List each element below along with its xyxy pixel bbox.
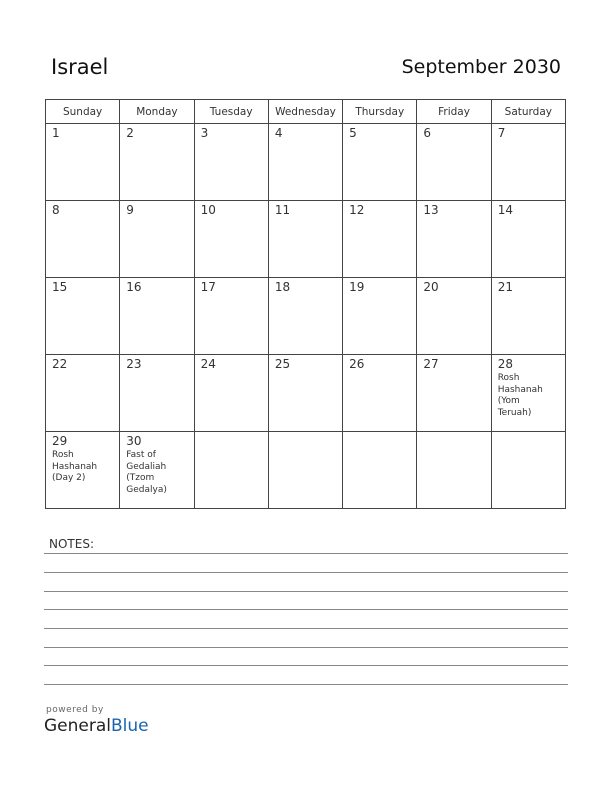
day-number: 9 xyxy=(126,203,134,217)
day-number: 28 xyxy=(497,357,513,371)
day-number: 21 xyxy=(497,280,513,294)
day-number: 1 xyxy=(52,126,60,140)
day-number: 13 xyxy=(423,203,439,217)
day-cell xyxy=(194,432,268,509)
day-cell xyxy=(268,278,342,355)
week-row xyxy=(46,124,566,201)
day-number: 10 xyxy=(200,203,216,217)
notes-line xyxy=(44,684,568,685)
day-cell xyxy=(268,124,342,201)
day-cell xyxy=(491,432,565,509)
month-title: September 2030 xyxy=(401,56,561,78)
day-number: 23 xyxy=(126,357,142,371)
day-cell xyxy=(491,201,565,278)
brand-general-text: General xyxy=(44,716,111,736)
day-number: 25 xyxy=(274,357,291,371)
week-row xyxy=(46,432,566,509)
day-cell xyxy=(417,201,491,278)
day-number: 26 xyxy=(349,357,365,371)
notes-line xyxy=(44,609,568,610)
day-number: 18 xyxy=(274,280,291,294)
day-cell xyxy=(343,278,417,355)
notes-line xyxy=(44,628,568,629)
day-number: 11 xyxy=(274,203,291,217)
day-cell xyxy=(194,201,268,278)
day-cell xyxy=(417,432,491,509)
day-cell xyxy=(120,278,194,355)
day-cell xyxy=(268,355,342,432)
day-cell xyxy=(120,201,194,278)
day-number: 5 xyxy=(349,126,357,140)
notes-line xyxy=(44,647,568,648)
weekday-thursday: Thursday xyxy=(343,100,417,124)
day-number: 14 xyxy=(497,203,513,217)
day-cell xyxy=(46,201,120,278)
day-cell xyxy=(194,355,268,432)
weekday-saturday: Saturday xyxy=(491,100,565,124)
day-cell xyxy=(343,201,417,278)
day-cell xyxy=(491,278,565,355)
day-number: 19 xyxy=(349,280,365,294)
day-number: 20 xyxy=(423,280,439,294)
day-cell xyxy=(46,278,120,355)
weekday-tuesday: Tuesday xyxy=(194,100,268,124)
country-title: Israel xyxy=(51,55,109,79)
day-number: 22 xyxy=(52,357,68,371)
day-cell xyxy=(46,432,120,509)
generalblue-logo xyxy=(44,716,149,736)
day-cell xyxy=(343,355,417,432)
day-cell xyxy=(120,124,194,201)
day-number: 7 xyxy=(497,126,506,140)
day-cell xyxy=(46,355,120,432)
day-number: 8 xyxy=(52,203,60,217)
day-cell xyxy=(194,278,268,355)
day-number: 17 xyxy=(200,280,216,294)
day-cell xyxy=(268,201,342,278)
day-number: 4 xyxy=(274,126,283,140)
day-cell xyxy=(491,124,565,201)
holiday-label: Fast of Gedaliah (Tzom Gedalya) xyxy=(126,450,167,495)
day-number: 2 xyxy=(126,126,134,140)
notes-line xyxy=(44,572,568,573)
notes-line xyxy=(44,591,568,592)
day-cell xyxy=(343,432,417,509)
holiday-label: Rosh Hashanah (Day 2) xyxy=(52,450,98,483)
day-number: 29 xyxy=(52,434,68,448)
week-row xyxy=(46,278,566,355)
day-number: 16 xyxy=(126,280,142,294)
day-cell xyxy=(417,124,491,201)
day-cell xyxy=(417,278,491,355)
brand-blue-text: Blue xyxy=(111,716,149,736)
notes-line xyxy=(44,553,568,554)
day-cell xyxy=(343,124,417,201)
day-cell xyxy=(120,432,194,509)
day-number: 6 xyxy=(423,126,432,140)
day-number: 30 xyxy=(126,434,142,448)
day-cell xyxy=(46,124,120,201)
notes-label: NOTES: xyxy=(49,537,94,551)
weekday-friday: Friday xyxy=(417,100,491,124)
day-number: 12 xyxy=(349,203,365,217)
day-number: 3 xyxy=(200,126,209,140)
weekday-sunday: Sunday xyxy=(46,100,120,124)
day-cell xyxy=(417,355,491,432)
weekday-monday: Monday xyxy=(120,100,194,124)
calendar-grid xyxy=(45,99,566,509)
week-row xyxy=(46,355,566,432)
day-number: 15 xyxy=(52,280,68,294)
day-cell xyxy=(491,355,565,432)
weekday-header-row xyxy=(46,100,566,124)
holiday-label: Rosh Hashanah (Yom Teruah) xyxy=(497,373,543,418)
powered-by-text: powered by xyxy=(46,705,104,715)
week-row xyxy=(46,201,566,278)
weekday-wednesday: Wednesday xyxy=(268,100,342,124)
notes-line xyxy=(44,665,568,666)
day-cell xyxy=(120,355,194,432)
day-cell xyxy=(194,124,268,201)
day-number: 27 xyxy=(423,357,439,371)
day-cell xyxy=(268,432,342,509)
day-number: 24 xyxy=(200,357,216,371)
